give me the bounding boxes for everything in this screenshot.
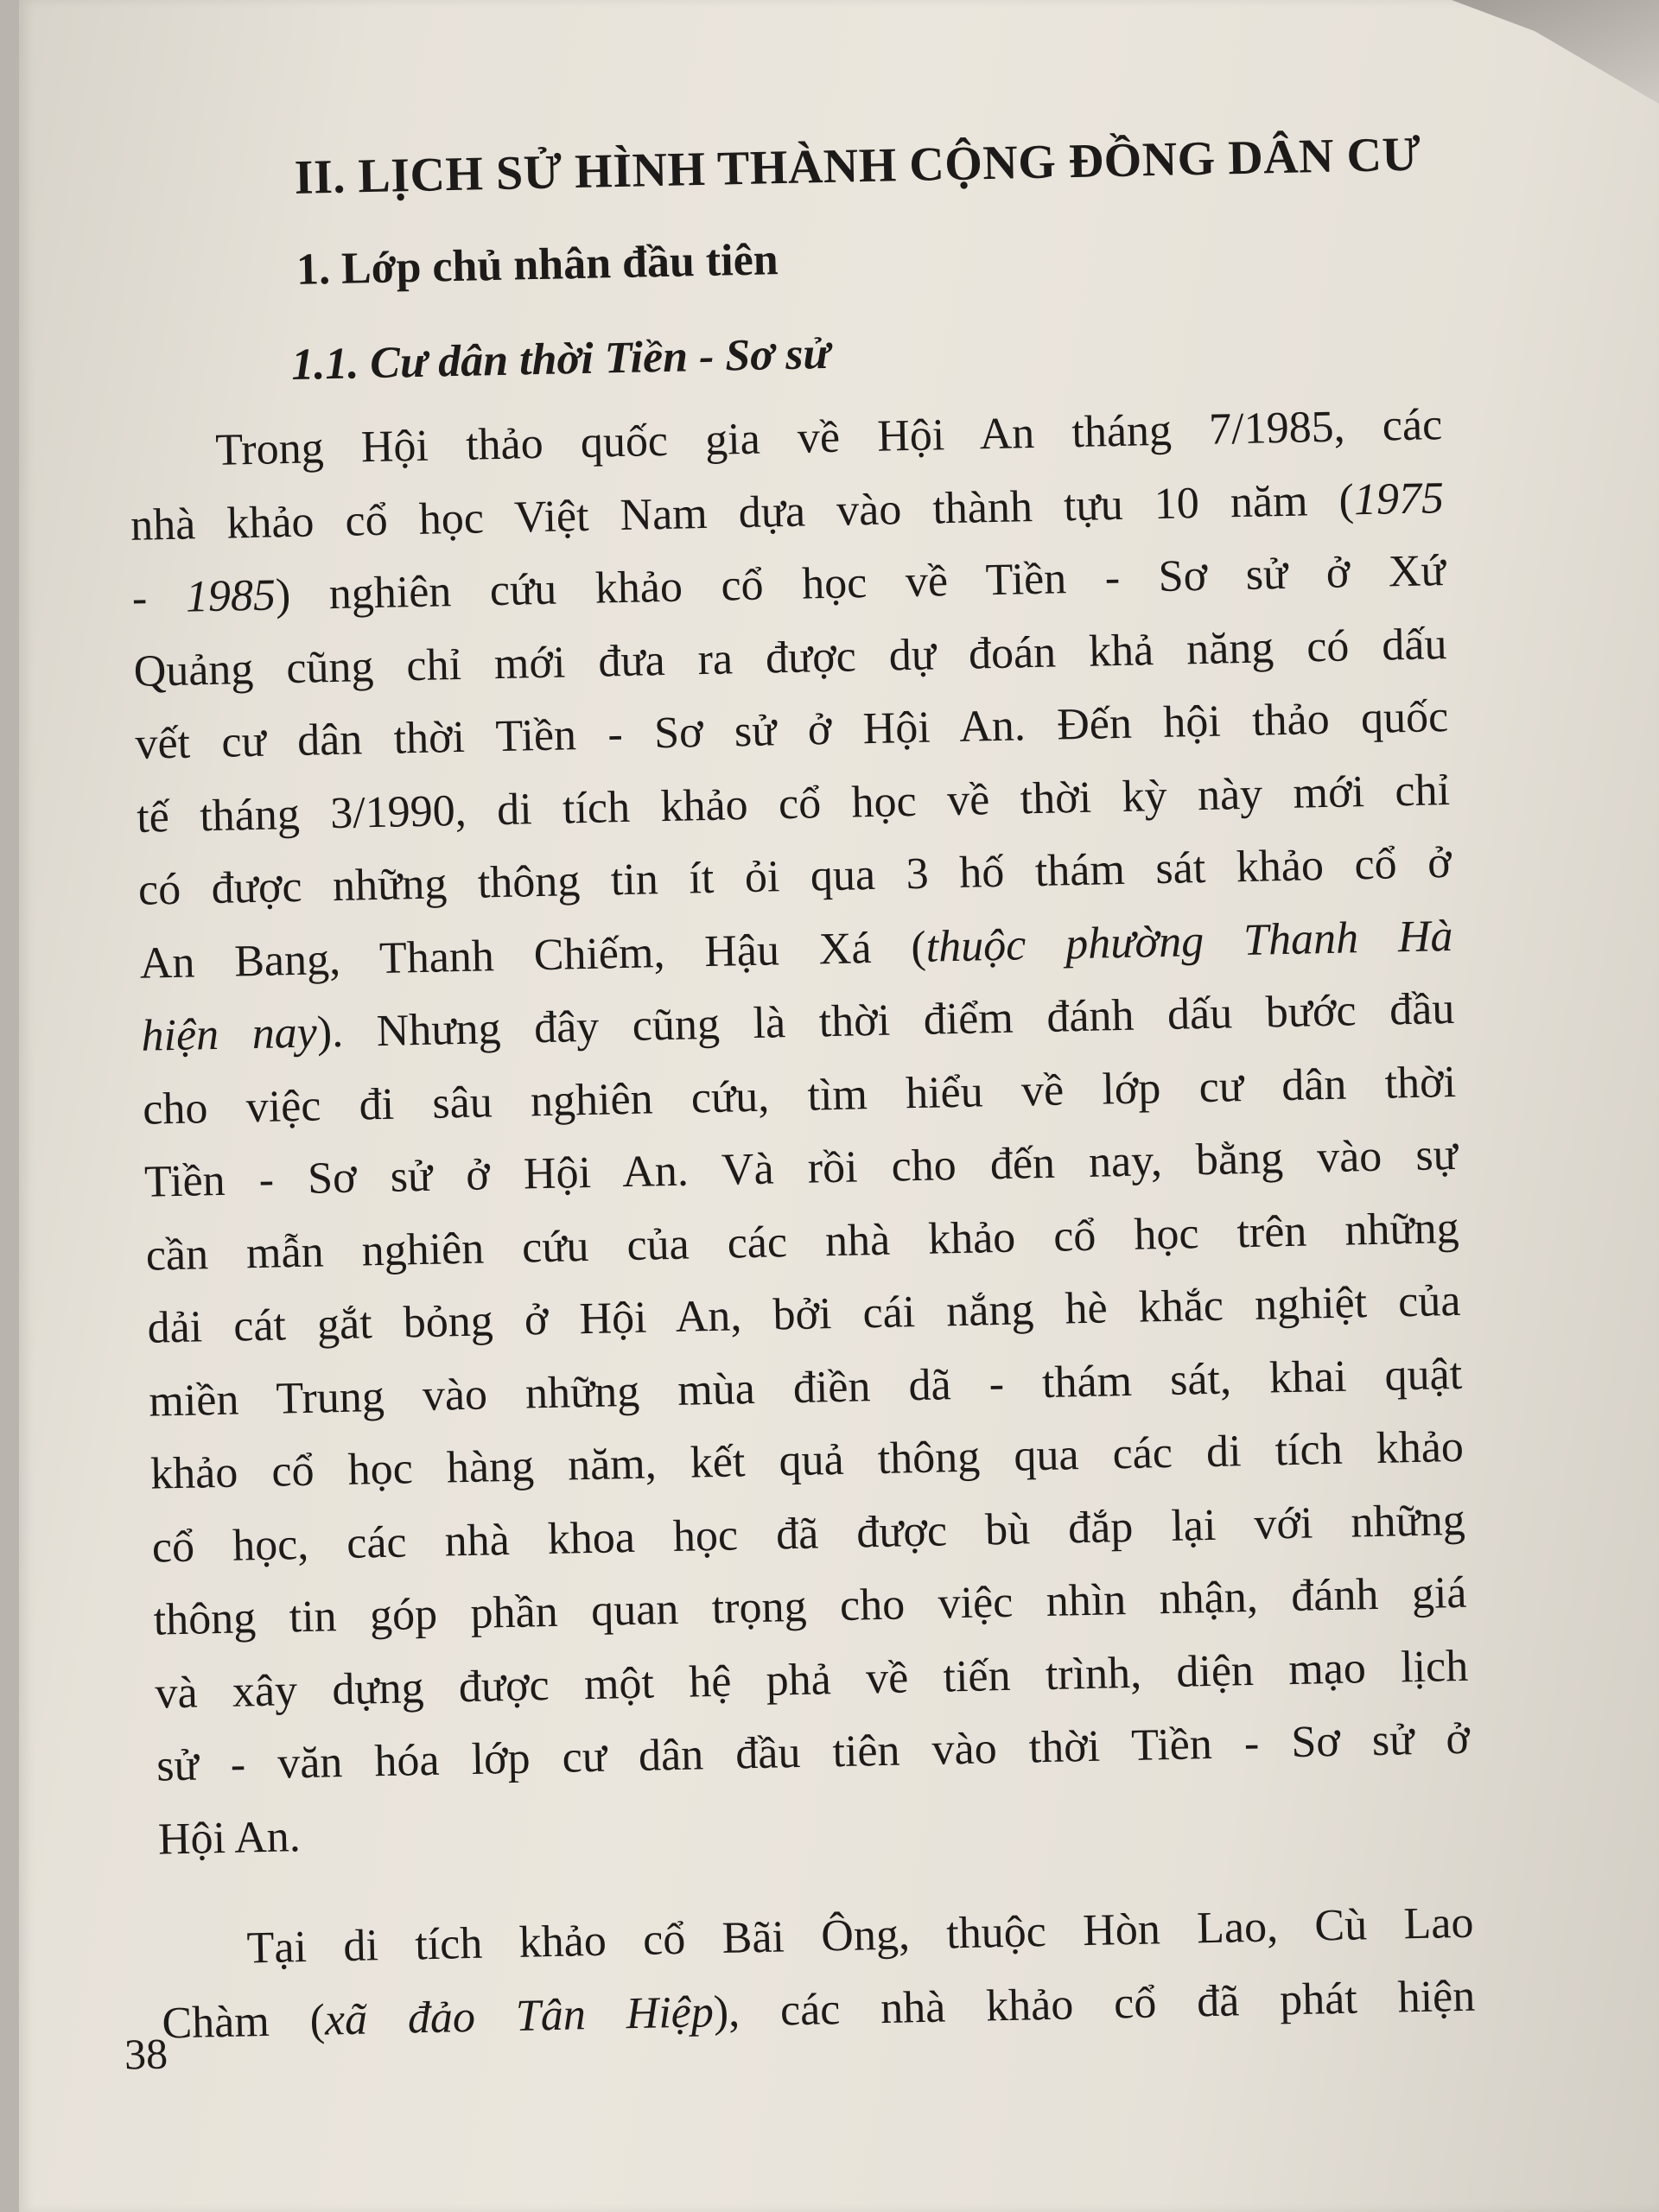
text-line: sử - văn hóa lớp cư dân đầu tiên vào thời Tiền - Sơ sử ở xyxy=(156,1713,1471,1791)
page-text xyxy=(123,119,1476,2060)
text-line: Tại di tích khảo cổ Bãi Ông, thuộc Hòn Lao, Cù Lao xyxy=(246,1897,1474,1974)
text-span: An Bang, Thanh Chiếm, Hậu Xá ( xyxy=(139,922,927,988)
text-line: cổ học, các nhà khoa học đã được bù đắp lại với những xyxy=(151,1495,1466,1573)
italic-text: hiện nay xyxy=(140,1007,318,1061)
italic-text: 1975 xyxy=(1353,473,1445,524)
text-span: nhà khảo cổ học Việt Nam dựa vào thành tựu 10 năm ( xyxy=(130,474,1355,550)
text-line: và xây dựng được một hệ phả về tiến trình, diện mạo lịch xyxy=(154,1641,1469,1719)
text-line: có được những thông tin ít ỏi qua 3 hố thám sát khảo cổ ở xyxy=(137,837,1452,915)
book-page xyxy=(19,0,1659,2212)
text-line: Trong Hội thảo quốc gia về Hội An tháng 7/1985, các xyxy=(214,400,1443,475)
paragraph-1 xyxy=(129,389,1472,1876)
text-span: Chàm ( xyxy=(161,1995,326,2049)
text-line: khảo cổ học hàng năm, kết quả thông qua các di tích khảo xyxy=(149,1421,1465,1499)
text-span: ). Nhưng đây cũng là thời điểm đánh dấu bước đầu xyxy=(316,983,1455,1058)
italic-text: xã đảo Tân Hiệp xyxy=(324,1986,715,2045)
paragraph-2 xyxy=(160,1887,1476,2061)
text-line: vết cư dân thời Tiền - Sơ sử ở Hội An. Đến hội thảo quốc xyxy=(134,692,1449,769)
italic-text: - 1985 xyxy=(131,570,276,623)
text-line: Quảng cũng chỉ mới đưa ra được dự đoán khả năng có dấu xyxy=(133,619,1447,696)
page-number: 38 xyxy=(124,2029,168,2079)
subsection-title: 1. Lớp chủ nhân đầu tiên xyxy=(296,235,779,295)
text-line: tế tháng 3/1990, di tích khảo cổ học về thời kỳ này mới chỉ xyxy=(136,765,1451,842)
text-line: miền Trung vào những mùa điền dã - thám sát, khai quật xyxy=(148,1349,1463,1427)
subsubsection-title: 1.1. Cư dân thời Tiền - Sơ sử xyxy=(290,328,831,390)
text-line: Tiền - Sơ sử ở Hội An. Và rồi cho đến nay, bằng vào sự xyxy=(143,1129,1459,1207)
text-line: cần mẫn nghiên cứu của các nhà khảo cổ học trên những xyxy=(145,1203,1460,1281)
text-line: dải cát gắt bỏng ở Hội An, bởi cái nắng hè khắc nghiệt của xyxy=(147,1275,1461,1353)
text-line: Hội An. xyxy=(157,1811,302,1865)
text-span: ) nghiên cứu khảo cổ học về Tiền - Sơ sử ở Xứ xyxy=(275,546,1446,620)
background-page-edge xyxy=(1452,0,1659,104)
text-span: ), các nhà khảo cổ đã phát hiện xyxy=(713,1971,1476,2037)
text-line: thông tin góp phần quan trọng cho việc nhìn nhận, đánh giá xyxy=(153,1567,1467,1645)
section-title: II. LỊCH SỬ HÌNH THÀNH CỘNG ĐỒNG DÂN CƯ xyxy=(294,127,1422,205)
italic-text: thuộc phường Thanh Hà xyxy=(925,911,1454,972)
text-line: cho việc đi sâu nghiên cứu, tìm hiểu về lớp cư dân thời xyxy=(142,1057,1457,1135)
